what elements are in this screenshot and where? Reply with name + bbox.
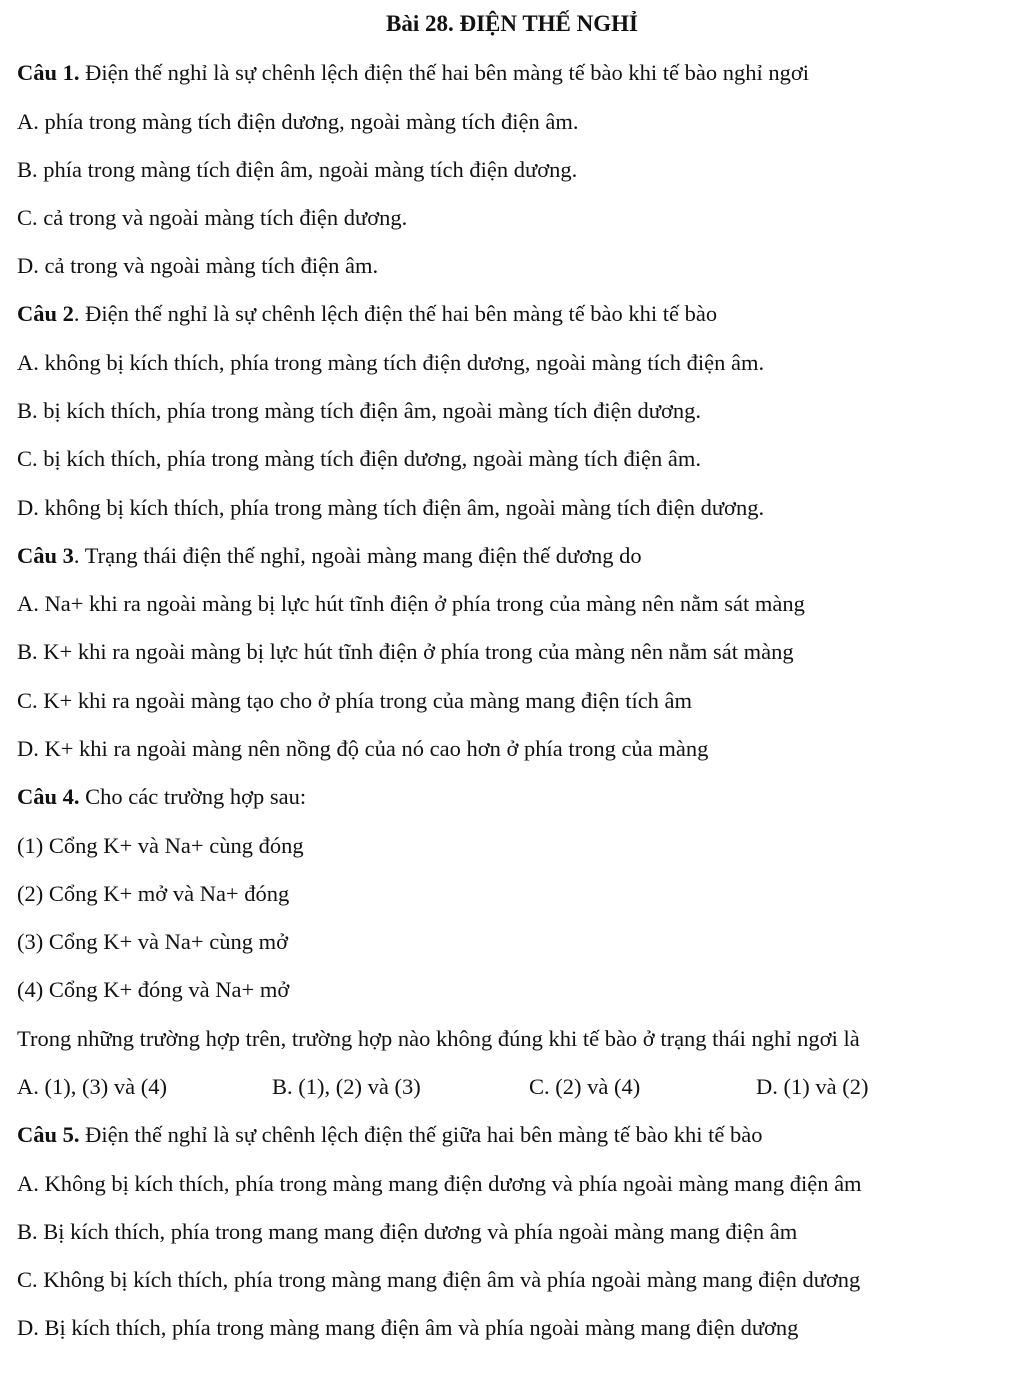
- q2-option-d: D. không bị kích thích, phía trong màng tích điện âm, ngoài màng tích điện dương.: [17, 495, 765, 520]
- q5-option-b: B. Bị kích thích, phía trong mang mang điện dương và phía ngoài màng mang điện âm: [17, 1219, 798, 1244]
- q2-option-a: A. không bị kích thích, phía trong màng tích điện dương, ngoài màng tích điện âm.: [17, 350, 765, 375]
- q1-option-b: B. phía trong màng tích điện âm, ngoài màng tích điện dương.: [17, 157, 578, 182]
- q5-option-a: A. Không bị kích thích, phía trong màng mang điện dương và phía ngoài màng mang điện âm: [17, 1171, 862, 1196]
- q4-case-2: (2) Cổng K+ mở và Na+ đóng: [17, 881, 290, 906]
- q3-option-d: D. K+ khi ra ngoài màng nên nồng độ của nó cao hơn ở phía trong của màng: [17, 736, 709, 761]
- q3-option-a: A. Na+ khi ra ngoài màng bị lực hút tĩnh điện ở phía trong của màng nên nằm sát màng: [17, 591, 805, 616]
- page-title: Bài 28. ĐIỆN THẾ NGHỈ: [386, 11, 638, 36]
- q1-option-a: A. phía trong màng tích điện dương, ngoài màng tích điện âm.: [17, 109, 579, 134]
- q4-case-4: (4) Cổng K+ đóng và Na+ mở: [17, 977, 290, 1002]
- q5-option-c: C. Không bị kích thích, phía trong màng mang điện âm và phía ngoài màng mang điện dương: [17, 1267, 861, 1292]
- question-text: Cho các trường hợp sau:: [79, 784, 307, 809]
- q4-case-3: (3) Cổng K+ và Na+ cùng mở: [17, 929, 288, 954]
- q5-option-d: D. Bị kích thích, phía trong màng mang điện âm và phía ngoài màng mang điện dương: [17, 1315, 799, 1340]
- question-text: Điện thế nghỉ là sự chênh lệch điện thế hai bên màng tế bào khi tế bào nghỉ ngơi: [79, 60, 810, 85]
- question-label: Câu 1.: [17, 60, 80, 85]
- q2-option-c: C. bị kích thích, phía trong màng tích điện dương, ngoài màng tích điện âm.: [17, 446, 701, 471]
- question-label: Câu 3: [17, 543, 74, 568]
- q4-prompt: Trong những trường hợp trên, trường hợp nào không đúng khi tế bào ở trạng thái nghỉ ngơi là: [17, 1026, 860, 1051]
- question-4: [17, 782, 306, 812]
- question-label: Câu 4.: [17, 784, 80, 809]
- question-label: Câu 5.: [17, 1122, 80, 1147]
- q3-option-c: C. K+ khi ra ngoài màng tạo cho ở phía trong của màng mang điện tích âm: [17, 688, 693, 713]
- q4-option-c: C. (2) và (4): [529, 1074, 641, 1099]
- q2-option-b: B. bị kích thích, phía trong màng tích điện âm, ngoài màng tích điện dương.: [17, 398, 701, 423]
- question-text: . Trạng thái điện thế nghỉ, ngoài màng mang điện thế dương do: [73, 543, 642, 568]
- question-2: [17, 299, 717, 329]
- question-text: . Điện thế nghỉ là sự chênh lệch điện thế hai bên màng tế bào khi tế bào: [73, 301, 718, 326]
- q1-option-c: C. cả trong và ngoài màng tích điện dương.: [17, 205, 408, 230]
- question-5: [17, 1120, 762, 1150]
- question-3: [17, 541, 642, 571]
- q4-option-d: D. (1) và (2): [756, 1074, 869, 1099]
- q4-case-1: (1) Cổng K+ và Na+ cùng đóng: [17, 833, 304, 858]
- question-label: Câu 2: [17, 301, 74, 326]
- q3-option-b: B. K+ khi ra ngoài màng bị lực hút tĩnh điện ở phía trong của màng nên nằm sát màng: [17, 639, 794, 664]
- q1-option-d: D. cả trong và ngoài màng tích điện âm.: [17, 253, 379, 278]
- question-text: Điện thế nghỉ là sự chênh lệch điện thế giữa hai bên màng tế bào khi tế bào: [79, 1122, 763, 1147]
- question-1: [17, 58, 809, 88]
- q4-option-b: B. (1), (2) và (3): [272, 1074, 421, 1099]
- q4-option-a: A. (1), (3) và (4): [17, 1074, 167, 1099]
